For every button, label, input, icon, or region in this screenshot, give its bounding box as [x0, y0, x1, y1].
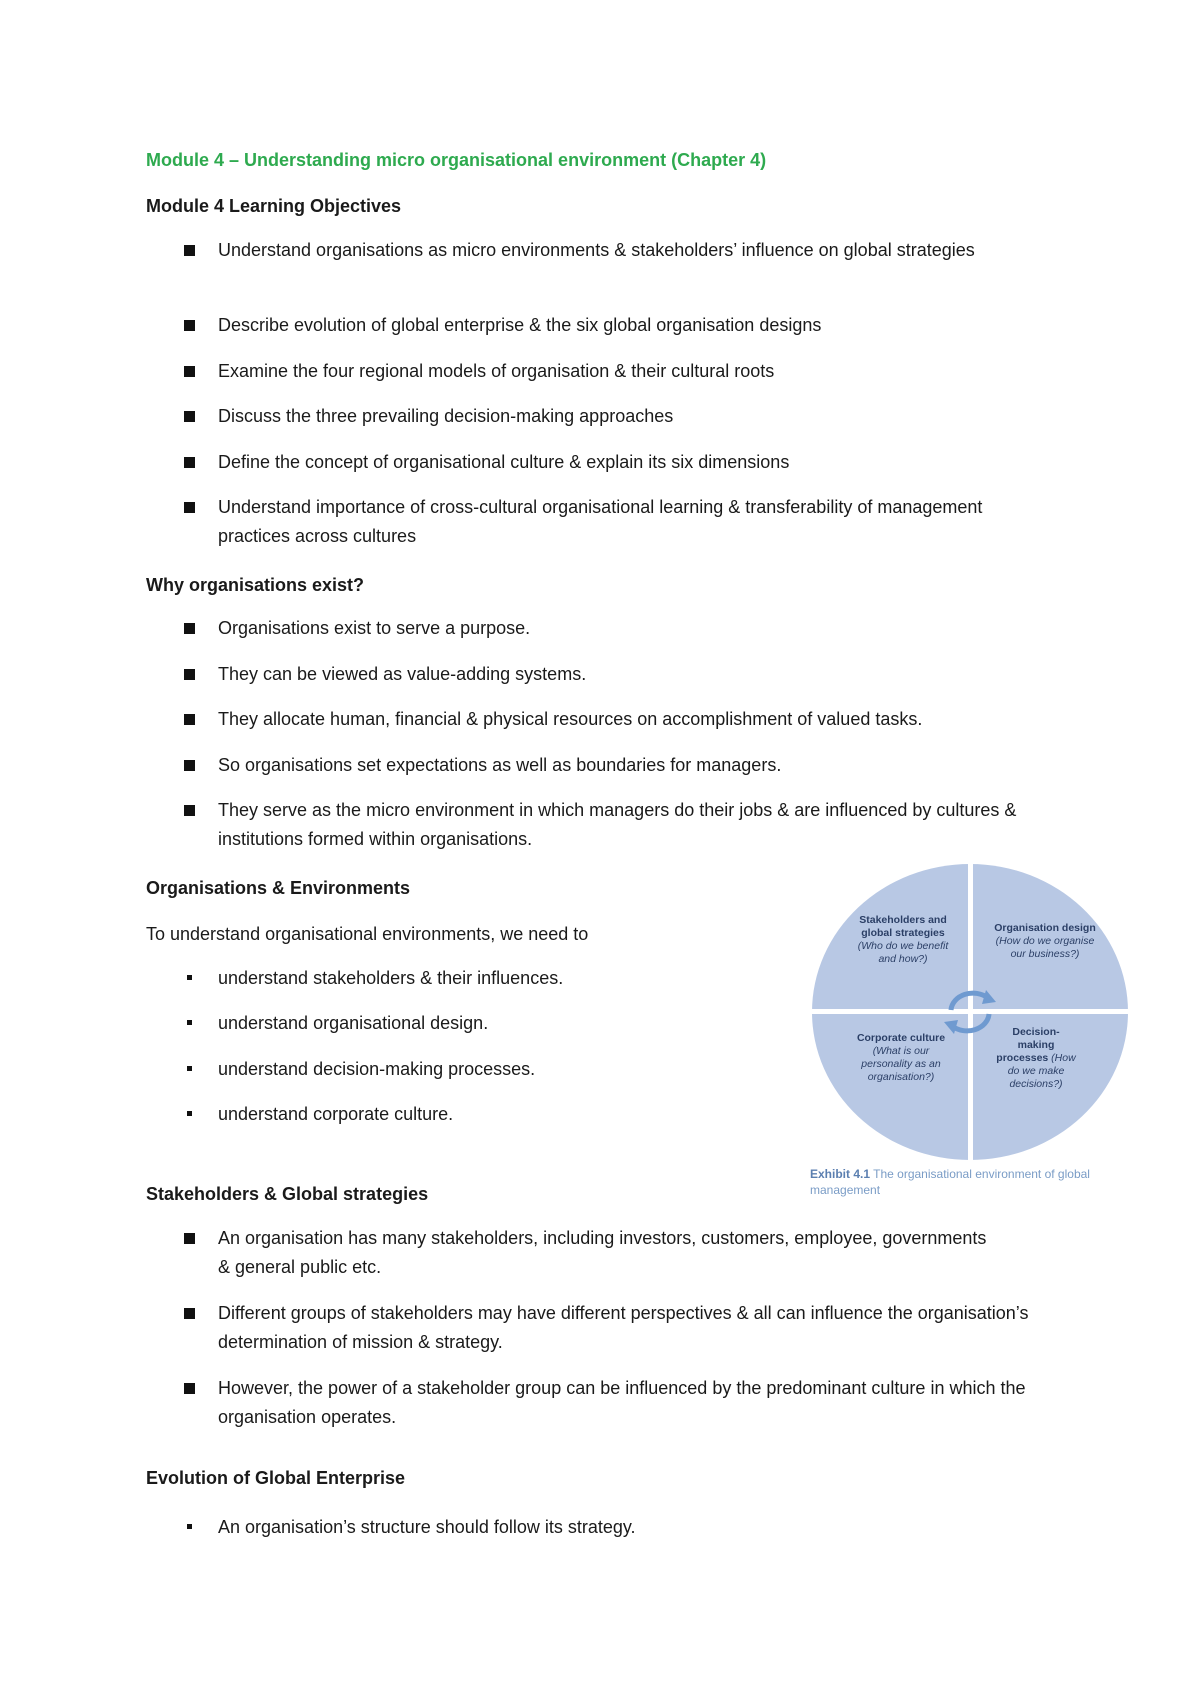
why-heading: Why organisations exist?: [146, 575, 365, 595]
why-item: They can be viewed as value-adding systems.: [218, 664, 587, 684]
quadrant-stakeholders-title: Stakeholders and global strategies: [859, 914, 947, 939]
square-bullet-icon: [184, 669, 195, 680]
organisational-environment-diagram: [810, 862, 1130, 1162]
stakeholders-item: An organisation has many stakeholders, including investors, customers, employee, governments & general public etc.: [218, 1228, 987, 1277]
small-square-bullet-icon: [187, 1020, 192, 1025]
evolution-item: An organisation’s structure should follow its strategy.: [218, 1517, 636, 1537]
environments-heading: Organisations & Environments: [146, 878, 411, 898]
square-bullet-icon: [184, 623, 195, 634]
stakeholders-heading: Stakeholders & Global strategies: [146, 1184, 429, 1204]
quadrant-design-question: (How do we organise our business?): [995, 935, 1095, 960]
square-bullet-icon: [184, 320, 195, 331]
environments-item: understand corporate culture.: [218, 1104, 454, 1124]
why-item: They allocate human, financial & physical resources on accomplishment of valued tasks.: [218, 709, 923, 729]
objective-item: Describe evolution of global enterprise & the six global organisation designs: [218, 315, 822, 335]
square-bullet-icon: [184, 714, 195, 725]
caption-text: The organisational environment of global management: [810, 1167, 1090, 1197]
square-bullet-icon: [184, 411, 195, 422]
stakeholders-item: Different groups of stakeholders may have different perspectives & all can influence the organisation’s determination of mission & strategy.: [218, 1303, 1029, 1352]
small-square-bullet-icon: [187, 1066, 192, 1071]
objective-item: Define the concept of organisational culture & explain its six dimensions: [218, 452, 790, 472]
why-item: Organisations exist to serve a purpose.: [218, 618, 531, 638]
square-bullet-icon: [184, 1308, 195, 1319]
quadrant-circle-graphic: [810, 862, 1130, 1162]
stakeholders-item: However, the power of a stakeholder group can be influenced by the predominant culture in which the organisation operates.: [218, 1378, 1026, 1427]
square-bullet-icon: [184, 1383, 195, 1394]
environments-item: understand stakeholders & their influences.: [218, 968, 564, 988]
quadrant-decision-question: (How do we make decisions?): [1007, 1052, 1076, 1090]
small-square-bullet-icon: [187, 1524, 192, 1529]
environments-item: understand decision-making processes.: [218, 1059, 536, 1079]
quadrant-culture-text: [846, 1032, 956, 1084]
quadrant-culture-question: (What is our personality as an organisation?): [861, 1045, 941, 1083]
square-bullet-icon: [184, 457, 195, 468]
square-bullet-icon: [184, 245, 195, 256]
diagram-caption: [810, 1166, 1110, 1198]
square-bullet-icon: [184, 1233, 195, 1244]
objective-item: Understand organisations as micro environments & stakeholders’ influence on global strategies: [218, 240, 975, 260]
quadrant-design-title: Organisation design: [994, 922, 1096, 934]
small-square-bullet-icon: [187, 1111, 192, 1116]
quadrant-stakeholders-question: (Who do we benefit and how?): [857, 940, 949, 965]
square-bullet-icon: [184, 366, 195, 377]
objective-item: Examine the four regional models of organisation & their cultural roots: [218, 361, 775, 381]
quadrant-decision-title: Decision-making processes: [996, 1026, 1060, 1064]
objective-item: Understand importance of cross-cultural organisational learning & transferability of management practices across cultures: [218, 497, 983, 546]
page-title: Module 4 – Understanding micro organisational environment (Chapter 4): [146, 150, 767, 170]
evolution-heading: Evolution of Global Enterprise: [146, 1468, 406, 1488]
caption-label: Exhibit 4.1: [810, 1167, 871, 1181]
small-square-bullet-icon: [187, 975, 192, 980]
quadrant-decision-text: [996, 1026, 1076, 1091]
objectives-heading: Module 4 Learning Objectives: [146, 196, 402, 216]
environments-item: understand organisational design.: [218, 1013, 489, 1033]
objective-item: Discuss the three prevailing decision-making approaches: [218, 406, 674, 426]
square-bullet-icon: [184, 760, 195, 771]
quadrant-culture-title: Corporate culture: [856, 1032, 946, 1044]
quadrant-stakeholders-text: [850, 914, 956, 966]
why-item: So organisations set expectations as well as boundaries for managers.: [218, 755, 782, 775]
why-item: They serve as the micro environment in which managers do their jobs & are influenced by cultures & institutions formed within organisations.: [218, 800, 1017, 849]
quadrant-design-text: [990, 922, 1100, 961]
square-bullet-icon: [184, 502, 195, 513]
environments-intro: To understand organisational environments, we need to: [146, 924, 589, 944]
square-bullet-icon: [184, 805, 195, 816]
